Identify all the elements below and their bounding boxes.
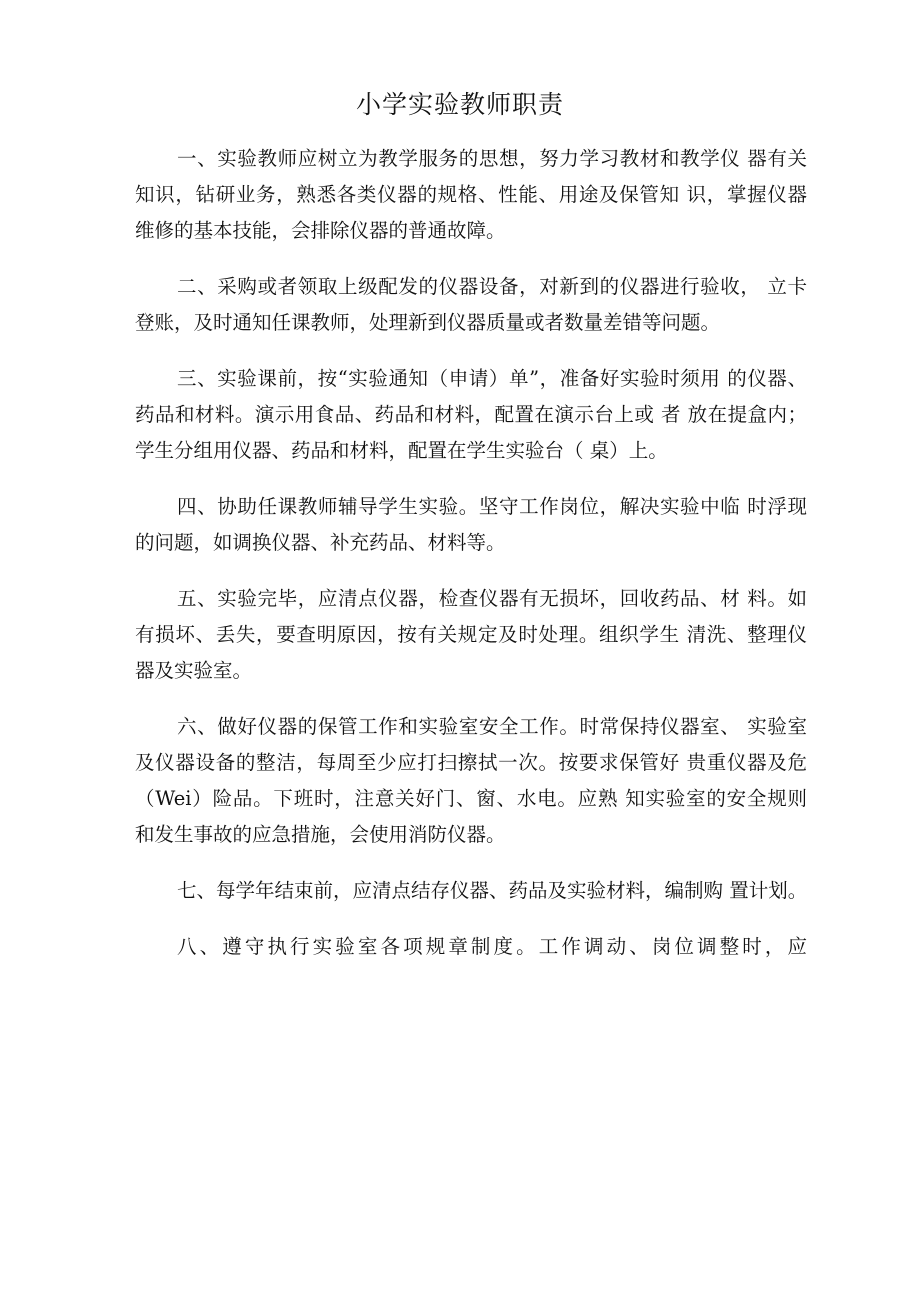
paragraph-line: 维修的基本技能，会排除仪器的普通故障。 [135, 219, 506, 242]
paragraph-line: 器及实验室。 [135, 659, 253, 682]
document-body [135, 141, 807, 985]
paragraph-line: 及仪器设备的整洁，每周至少应打扫擦拭一次。按要求保管好 贵重仪器及危 [135, 751, 807, 774]
paragraph-7 [135, 873, 807, 909]
paragraph-line: （Wei）险品。下班时，注意关好门、窗、水电。应熟 知实验室的安全规则 [135, 787, 807, 810]
paragraph-line: 有损坏、丢失，要查明原因，按有关规定及时处理。组织学生 清洗、整理仪 [135, 623, 807, 646]
paragraph-2 [135, 269, 807, 341]
paragraph-line: 学生分组用仪器、药品和材料，配置在学生实验台（ 桌）上。 [135, 439, 668, 462]
paragraph-line: 一、实验教师应树立为教学服务的思想，努力学习教材和教学仪 器有关 [177, 147, 807, 170]
paragraph-8 [135, 929, 807, 965]
paragraph-line: 八、遵守执行实验室各项规章制度。工作调动、岗位调整时，应 [177, 935, 807, 958]
paragraph-line: 七、每学年结束前，应清点结存仪器、药品及实验材料，编制购 置计划。 [177, 879, 808, 902]
paragraph-line: 二、采购或者领取上级配发的仪器设备，对新到的仪器进行验收， 立卡 [177, 275, 807, 298]
paragraph-line: 的问题，如调换仪器、补充药品、材料等。 [135, 531, 506, 554]
paragraph-line: 四、协助任课教师辅导学生实验。坚守工作岗位，解决实验中临 时浮现 [177, 495, 807, 518]
paragraph-5 [135, 581, 807, 689]
paragraph-line: 登账，及时通知任课教师，处理新到仪器质量或者数量差错等问题。 [135, 311, 721, 334]
page-title: 小学实验教师职责 [355, 90, 564, 119]
paragraph-1 [135, 141, 807, 249]
paragraph-line: 三、实验课前，按“实验通知（申请）单”，准备好实验时须用 的仪器、 [177, 367, 807, 390]
paragraph-3 [135, 361, 807, 469]
paragraph-6 [135, 709, 807, 853]
paragraph-line: 药品和材料。演示用食品、药品和材料，配置在演示台上或 者 放在提盒内； [135, 403, 807, 426]
paragraph-line: 和发生事故的应急措施，会使用消防仪器。 [135, 823, 506, 846]
paragraph-line: 知识，钻研业务，熟悉各类仪器的规格、性能、用途及保管知 识，掌握仪器 [135, 183, 807, 206]
paragraph-line: 六、做好仪器的保管工作和实验室安全工作。时常保持仪器室、 实验室 [177, 715, 807, 738]
paragraph-line: 五、实验完毕，应清点仪器，检查仪器有无损坏，回收药品、材 料。如 [177, 587, 807, 610]
paragraph-4 [135, 489, 807, 561]
